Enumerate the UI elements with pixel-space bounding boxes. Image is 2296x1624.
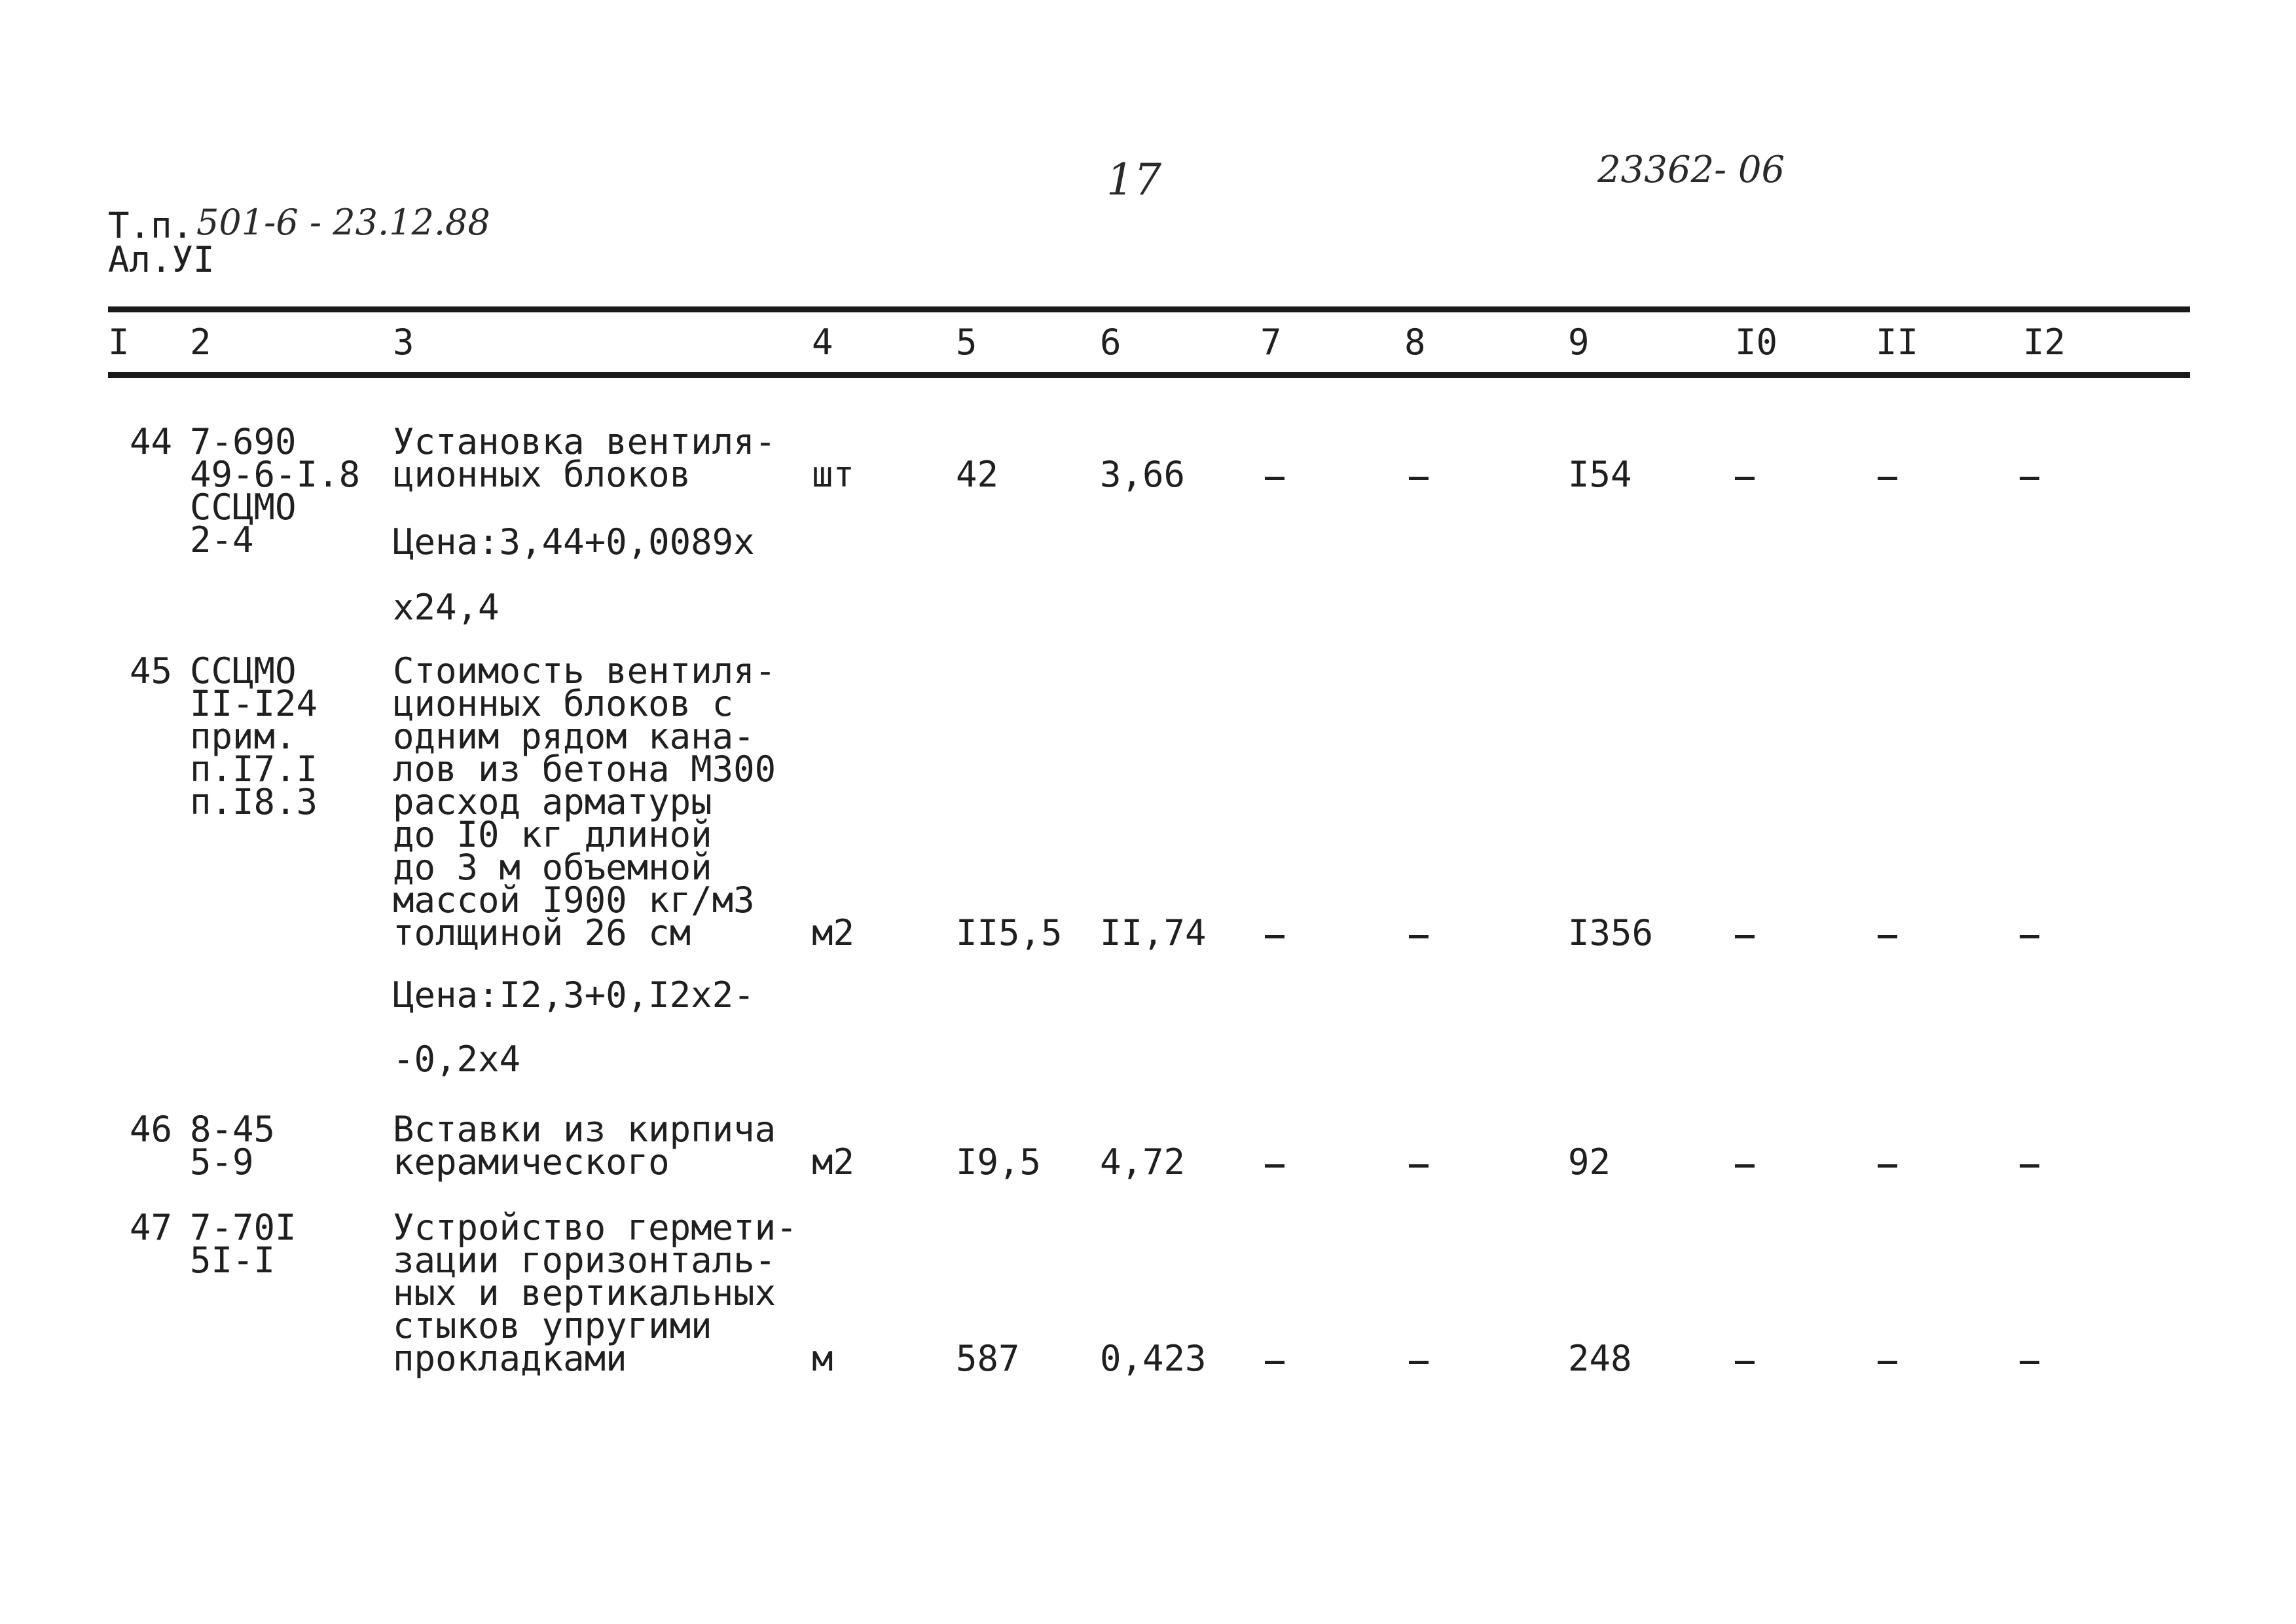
- album-label: Ал.УI: [108, 239, 215, 280]
- empty-cell-dash: [1409, 1164, 1429, 1168]
- unit-cell: м2: [812, 1141, 855, 1183]
- empty-cell-dash: [1735, 1164, 1755, 1168]
- code-line: 8-45: [190, 1109, 276, 1150]
- code-line: п.I8.3: [190, 781, 318, 822]
- column-header: 7: [1260, 322, 1282, 363]
- empty-cell-dash: [2020, 1164, 2039, 1168]
- code-line: 7-70I: [190, 1207, 297, 1248]
- description-line: до I0 кг длиной: [393, 814, 712, 855]
- code-line: 7-690: [190, 421, 297, 462]
- code-line: II-I24: [190, 683, 318, 724]
- description-line: Установка вентиля-: [393, 421, 776, 462]
- price-formula: х24,4: [393, 587, 500, 628]
- code-line: 5-9: [190, 1141, 254, 1183]
- unit-cell: шт: [812, 454, 855, 495]
- code-line: ССЦМО: [190, 650, 297, 692]
- tp-label: Т.п.: [108, 205, 194, 246]
- description-line: до 3 м объемной: [393, 847, 712, 888]
- description-line: зации горизонталь-: [393, 1240, 776, 1281]
- column-header: I0: [1735, 322, 1778, 363]
- column-header: 8: [1404, 322, 1426, 363]
- total-cell: 248: [1568, 1338, 1632, 1379]
- empty-cell-dash: [1735, 935, 1755, 938]
- description-line: Стоимость вентиля-: [393, 650, 776, 692]
- empty-cell-dash: [1409, 477, 1429, 480]
- column-header: I: [108, 322, 130, 363]
- empty-cell-dash: [1878, 477, 1897, 480]
- description-line: расход арматуры: [393, 781, 712, 822]
- empty-cell-dash: [1878, 935, 1897, 938]
- price-formula: -0,2х4: [393, 1039, 521, 1080]
- empty-cell-dash: [1735, 477, 1755, 480]
- empty-cell-dash: [1265, 477, 1285, 480]
- description-line: массой I900 кг/м3: [393, 879, 755, 921]
- code-line: 5I-I: [190, 1240, 276, 1281]
- price-formula: Цена:I2,3+0,I2х2-: [393, 974, 755, 1016]
- cost-cell: 0,423: [1100, 1338, 1207, 1379]
- code-line: п.I7.I: [190, 748, 318, 790]
- column-header: 9: [1568, 322, 1590, 363]
- unit-cell: м2: [812, 912, 855, 953]
- empty-cell-dash: [2020, 1361, 2039, 1364]
- price-formula: Цена:3,44+0,0089х: [393, 521, 755, 563]
- row-number: 47: [130, 1207, 173, 1248]
- unit-cell: м: [812, 1338, 833, 1379]
- column-header: 6: [1100, 322, 1121, 363]
- empty-cell-dash: [2020, 477, 2039, 480]
- code-line: 2-4: [190, 519, 254, 561]
- description-line: керамического: [393, 1141, 670, 1183]
- row-number: 46: [130, 1109, 173, 1150]
- description-line: Устройство гермети-: [393, 1207, 797, 1248]
- table-header-rule: [108, 372, 2190, 378]
- empty-cell-dash: [1409, 1361, 1429, 1364]
- quantity-cell: 587: [956, 1338, 1020, 1379]
- total-cell: I54: [1568, 454, 1632, 495]
- table-top-rule: [108, 306, 2190, 312]
- description-line: ционных блоков: [393, 454, 691, 495]
- empty-cell-dash: [1878, 1361, 1897, 1364]
- code-line: ССЦМО: [190, 487, 297, 528]
- code-line: 49-6-I.8: [190, 454, 361, 495]
- row-number: 44: [130, 421, 173, 462]
- description-line: стыков упругими: [393, 1305, 712, 1346]
- description-line: ных и вертикальных: [393, 1272, 776, 1314]
- empty-cell-dash: [1265, 935, 1285, 938]
- row-number: 45: [130, 650, 173, 692]
- description-line: лов из бетона М300: [393, 748, 776, 790]
- cost-cell: 3,66: [1100, 454, 1186, 495]
- empty-cell-dash: [1409, 935, 1429, 938]
- empty-cell-dash: [1735, 1361, 1755, 1364]
- quantity-cell: II5,5: [956, 912, 1063, 953]
- description-line: Вставки из кирпича: [393, 1109, 776, 1150]
- empty-cell-dash: [1878, 1164, 1897, 1168]
- empty-cell-dash: [1265, 1361, 1285, 1364]
- empty-cell-dash: [1265, 1164, 1285, 1168]
- description-line: одним рядом кана-: [393, 716, 755, 757]
- description-line: прокладками: [393, 1338, 627, 1379]
- tp-value: 501-6 - 23.12.88: [196, 202, 490, 243]
- column-header: 2: [190, 322, 211, 363]
- column-header: 5: [956, 322, 977, 363]
- quantity-cell: I9,5: [956, 1141, 1042, 1183]
- total-cell: I356: [1568, 912, 1654, 953]
- quantity-cell: 42: [956, 454, 999, 495]
- column-header: I2: [2023, 322, 2066, 363]
- document-number: 23362- 06: [1597, 149, 1785, 191]
- code-line: прим.: [190, 716, 297, 757]
- cost-cell: 4,72: [1100, 1141, 1186, 1183]
- total-cell: 92: [1568, 1141, 1611, 1183]
- empty-cell-dash: [2020, 935, 2039, 938]
- cost-cell: II,74: [1100, 912, 1207, 953]
- description-line: толщиной 26 см: [393, 912, 691, 953]
- column-header: II: [1876, 322, 1919, 363]
- column-header: 4: [812, 322, 833, 363]
- column-header: 3: [393, 322, 414, 363]
- page-number: 17: [1106, 155, 1161, 205]
- description-line: ционных блоков с: [393, 683, 734, 724]
